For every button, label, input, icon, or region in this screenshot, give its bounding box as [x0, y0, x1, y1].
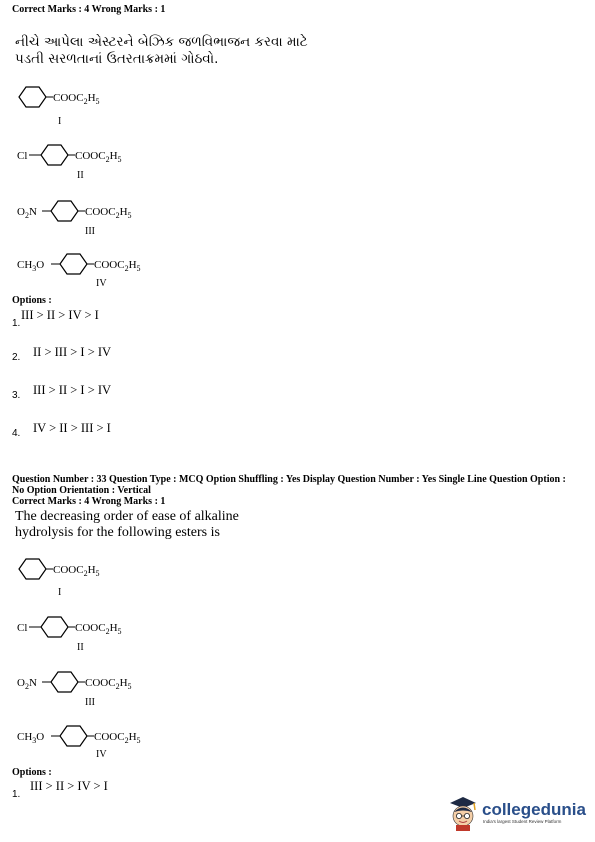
q1-text-line2: પડતી સરળતાનાં ઉતરતાક્રમમાં ગોઠવો.: [15, 51, 219, 67]
logo-name: collegedunia: [482, 800, 586, 819]
logo-tagline: India's largest Student Review Platform: [483, 819, 562, 824]
svg-text:CH3O: $CH_3O$: [17, 731, 45, 745]
svg-text:Cl: Cl: [17, 622, 28, 634]
svg-text:Cl: Cl: [17, 150, 28, 162]
svg-text:COOC2H5: $COOC_2H_5$: [94, 731, 141, 745]
q2-roman-4: IV: [96, 749, 107, 760]
svg-text:COOC2H5: $COOC_2H_5$: [53, 92, 100, 106]
q2-text-line2: hydrolysis for the following esters is: [15, 525, 220, 540]
svg-text:COOC2H5: $COOC_2H_5$: [85, 206, 132, 220]
q2-marks: Correct Marks : 4 Wrong Marks : 1: [12, 496, 166, 507]
option-text: II > III > I > IV: [33, 345, 112, 359]
mascot-icon: [446, 794, 480, 832]
q2-text-line1: The decreasing order of ease of alkaline: [15, 509, 239, 524]
q2-header-line2: No Option Orientation : Vertical: [12, 485, 151, 496]
q2-roman-3: III: [85, 697, 95, 708]
svg-text:CH3O: $CH_3O$: [17, 259, 45, 273]
q1-marks: Correct Marks : 4 Wrong Marks : 1: [12, 4, 166, 15]
option-number: 1.: [12, 318, 21, 329]
svg-text:COOC2H5: $COOC_2H_5$: [85, 677, 132, 691]
svg-text:O2N: $O_2N$: [17, 206, 37, 220]
q2-header-line1: Question Number : 33 Question Type : MCQ Option Shuffling : Yes Display Question Number : Yes Single Line Question Option :: [12, 474, 566, 485]
option-text: III > II > IV > I: [30, 779, 108, 793]
option-number: 1.: [12, 789, 21, 800]
svg-text:O2N: $O_2N$: [17, 677, 37, 691]
q1-text-line1: નીચે આપેલા એસ્ટરને બેઝિક જળવિભાજન કરવા માટે: [15, 34, 308, 50]
q1-structure-2: [15, 140, 155, 180]
q1-roman-4: IV: [96, 278, 107, 289]
collegedunia-logo: [446, 794, 586, 834]
option-number: 4.: [12, 428, 21, 439]
option-text: III > II > I > IV: [33, 383, 112, 397]
q1-roman-3: III: [85, 226, 95, 237]
svg-text:COOC2H5: $COOC_2H_5$: [75, 150, 122, 164]
option-text: III > II > IV > I: [21, 308, 99, 322]
q1-roman-2: II: [77, 170, 84, 181]
q1-roman-1: I: [58, 116, 62, 127]
option-text: IV > II > III > I: [33, 421, 111, 435]
q2-roman-1: I: [58, 587, 62, 598]
svg-text:COOC2H5: $COOC_2H_5$: [94, 259, 141, 273]
q2-structure-2: [15, 612, 155, 652]
svg-text:COOC2H5: $COOC_2H_5$: [75, 622, 122, 636]
q1-structure-4: [15, 248, 175, 288]
q1-options-label: Options :: [12, 295, 52, 306]
q1-structure-1: [15, 80, 145, 120]
option-number: 3.: [12, 390, 21, 401]
q2-structure-1: [15, 552, 145, 592]
q2-roman-2: II: [77, 642, 84, 653]
q2-options-label: Options :: [12, 767, 52, 778]
q2-structure-4: [15, 720, 175, 760]
svg-text:COOC2H5: $COOC_2H_5$: [53, 564, 100, 578]
option-number: 2.: [12, 352, 21, 363]
